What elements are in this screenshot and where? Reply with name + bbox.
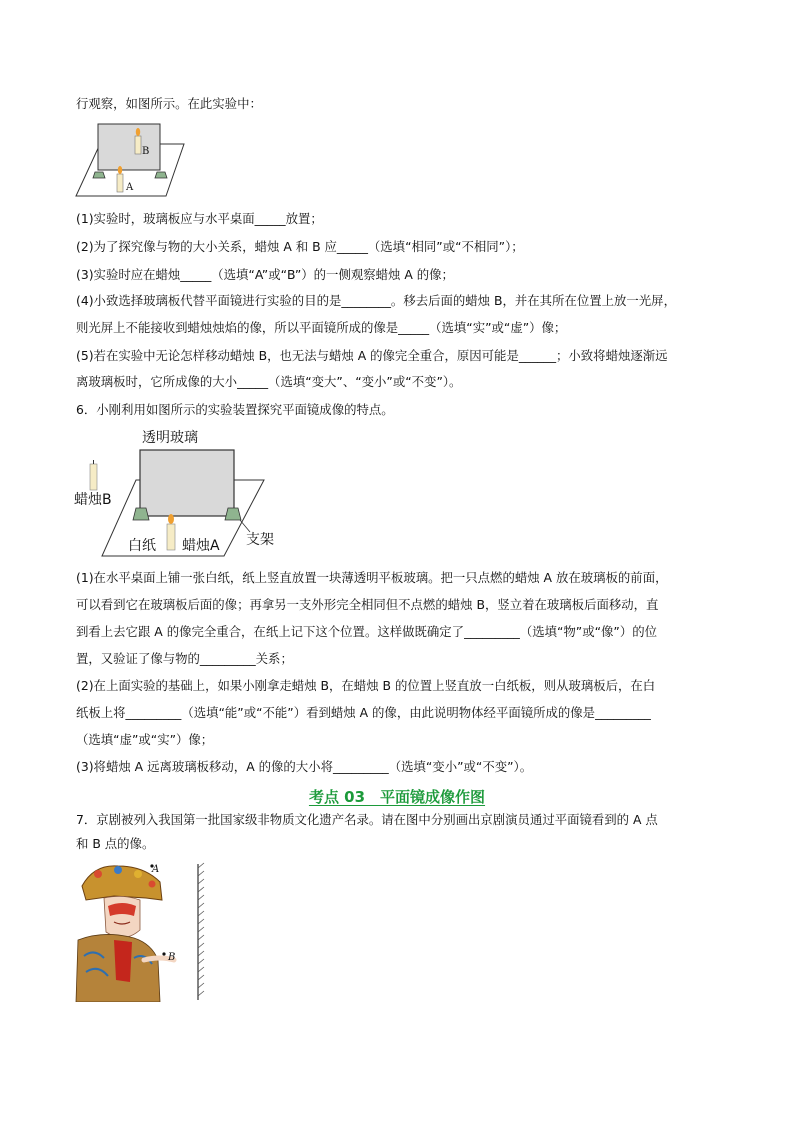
glass-plate xyxy=(98,124,160,170)
opera-performer-illustration xyxy=(76,866,174,1002)
q6-title: 6．小刚利用如图所示的实验装置探究平面镜成像的特点。 xyxy=(76,402,394,417)
label-stand: 支架 xyxy=(246,532,274,548)
stand-left xyxy=(133,508,149,520)
label-white-paper: 白纸 xyxy=(128,538,156,554)
label-point-b: B xyxy=(168,952,176,963)
figure-opera-mirror xyxy=(74,860,214,1002)
flame-a xyxy=(118,166,122,174)
q6-line-3: 到看上去它跟 A 的像完全重合，在纸上记下这个位置。这样做既确定了_________（选填“物”或“像”）的位 xyxy=(76,624,658,639)
stand-left xyxy=(93,172,105,178)
stand-pointer-line xyxy=(240,520,250,532)
label-a: A xyxy=(126,182,134,193)
q5-line-7: 离玻璃板时，它所成像的大小_____（选填“变大”、“变小”或“不变”）。 xyxy=(76,374,462,389)
plane-mirror xyxy=(198,863,204,1000)
intro-text: 行观察，如图所示。在此实验中： xyxy=(76,96,262,111)
q5-line-2: (2)为了探究像与物的大小关系，蜡烛 A 和 B 应_____（选填“相同”或“不相同”）； xyxy=(76,239,524,254)
point-b-marker xyxy=(162,952,165,955)
q5-line-6: (5)若在实验中无论怎样移动蜡烛 B，也无法与蜡烛 A 的像完全重合，原因可能是______；小致将蜡烛逐渐远 xyxy=(76,348,668,363)
q6-line-5: (2)在上面实验的基础上，如果小刚拿走蜡烛 B，在蜡烛 B 的位置上竖直放一白纸板，则从玻璃板后，在白 xyxy=(76,678,656,693)
stand-right xyxy=(225,508,241,520)
stand-right xyxy=(155,172,167,178)
flame-a xyxy=(168,514,174,524)
figure-transparent-glass-experiment xyxy=(72,424,292,558)
transparent-glass xyxy=(140,450,234,516)
q5-line-4: (4)小致选择玻璃板代替平面镜进行实验的目的是________。移去后面的蜡烛 B，并在其所在位置上放一光屏， xyxy=(76,293,676,308)
label-transparent-glass: 透明玻璃 xyxy=(142,430,198,446)
label-candle-b: 蜡烛B xyxy=(74,492,112,508)
q7-line-1: 7．京剧被列入我国第一批国家级非物质文化遗产名录。请在图中分别画出京剧演员通过平面镜看到的 A 点 xyxy=(76,812,658,827)
q6-line-7: （选填“虚”或“实”）像； xyxy=(76,732,214,747)
figure-glass-plate-experiment xyxy=(74,120,194,200)
q5-line-3: (3)实验时应在蜡烛_____（选填“A”或“B”）的一侧观察蜡烛 A 的像； xyxy=(76,267,454,282)
candle-b xyxy=(135,136,141,154)
q6-line-1: (1)在水平桌面上铺一张白纸，纸上竖直放置一块薄透明平板玻璃。把一只点燃的蜡烛 A 放在玻璃板的前面， xyxy=(76,570,668,585)
label-b: B xyxy=(142,146,150,157)
q6-line-8: (3)将蜡烛 A 远离玻璃板移动，A 的像的大小将_________（选填“变小”或“不变”）。 xyxy=(76,759,533,774)
q6-line-6: 纸板上将_________（选填“能”或“不能”）看到蜡烛 A 的像，由此说明物体经平面镜所成的像是_________ xyxy=(76,705,651,720)
candle-a xyxy=(117,174,123,192)
q5-line-5: 则光屏上不能接收到蜡烛烛焰的像，所以平面镜所成的像是_____（选填“实”或“虚”）像； xyxy=(76,320,567,335)
label-point-a: A xyxy=(152,864,160,875)
section-heading: 考点 03 平面镜成像作图 xyxy=(308,788,486,806)
q6-line-2: 可以看到它在玻璃板后面的像；再拿另一支外形完全相同但不点燃的蜡烛 B，竖立着在玻璃板后面移动，直 xyxy=(76,597,659,612)
q5-line-1: (1)实验时，玻璃板应与水平桌面_____放置； xyxy=(76,211,323,226)
flame-b xyxy=(136,128,140,136)
q6-line-4: 置，又验证了像与物的_________关系； xyxy=(76,651,293,666)
q7-line-2: 和 B 点的像。 xyxy=(76,836,155,851)
candle-b xyxy=(90,464,97,490)
candle-a xyxy=(167,524,175,550)
label-candle-a: 蜡烛A xyxy=(182,538,220,554)
